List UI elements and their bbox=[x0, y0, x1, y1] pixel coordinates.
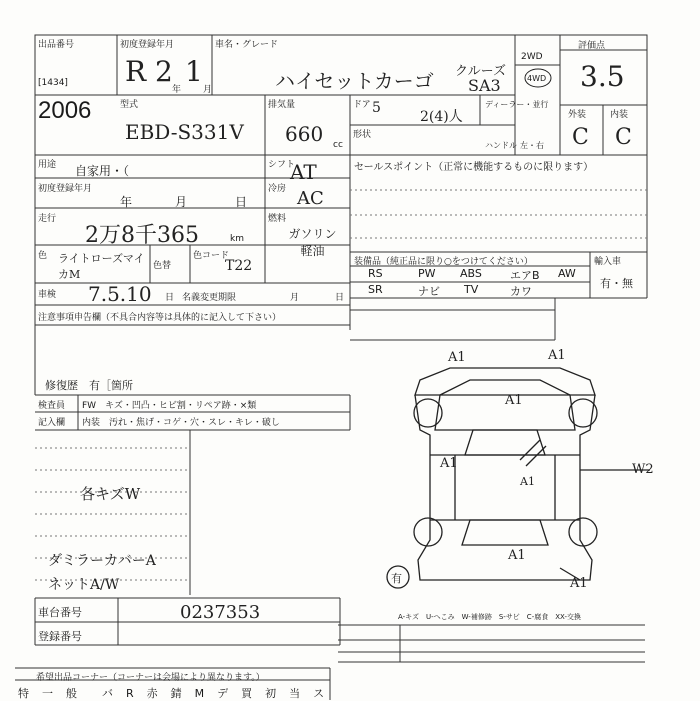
first-reg-label: 初度登録年月 bbox=[120, 40, 175, 50]
era-value: R bbox=[125, 55, 147, 88]
displacement-label: 排気量 bbox=[268, 100, 296, 110]
exterior-row: FW キズ・凹凸・ヒビ割・リペア跡・×類 bbox=[82, 401, 257, 411]
color-label: 色 bbox=[38, 251, 48, 261]
equip-airbag: エアB bbox=[510, 269, 540, 282]
color-change-label: 色替 bbox=[153, 261, 172, 271]
color-code-label: 色コード bbox=[193, 251, 230, 261]
month-mark: 月 bbox=[203, 85, 213, 95]
model-code: EBD-S331V bbox=[125, 120, 244, 144]
ownership-label: 名義変更期限 bbox=[182, 293, 237, 303]
import-label: 輸入車 bbox=[594, 257, 622, 267]
4wd-label: 4WD bbox=[527, 74, 547, 83]
doors-label: ドア bbox=[353, 100, 371, 110]
day-mark-2: 日 bbox=[235, 195, 248, 209]
exterior-grade: C bbox=[572, 125, 589, 150]
mark-w2: W2 bbox=[632, 462, 654, 477]
equip-rs: RS bbox=[368, 267, 383, 280]
grade-score: 3.5 bbox=[580, 60, 625, 93]
use-label: 用途 bbox=[38, 160, 57, 170]
mark-front-left: A1 bbox=[448, 350, 466, 365]
note-1: 各キズW bbox=[80, 485, 141, 503]
equip-pw: PW bbox=[418, 267, 436, 280]
mark-rear: A1 bbox=[508, 548, 526, 563]
seat-count: 2(4)人 bbox=[420, 109, 463, 125]
shift-label: シフト bbox=[268, 160, 296, 170]
mileage-value: 2万8千365 bbox=[85, 223, 199, 248]
equip-tv: TV bbox=[464, 283, 479, 296]
cc-value: 660 bbox=[285, 122, 324, 146]
mark-mid: A1 bbox=[520, 475, 535, 488]
ac-label: 冷房 bbox=[268, 184, 287, 194]
year-value: 2 bbox=[155, 55, 173, 88]
month-mark-2: 月 bbox=[175, 195, 188, 209]
model-name-label: 車名・グレード bbox=[215, 40, 279, 50]
note-2: ダミラーカバーA bbox=[48, 553, 156, 569]
color-value: ライトローズマイカM bbox=[58, 252, 145, 281]
inspection-month-unit: 月 bbox=[290, 293, 300, 303]
handle-value: 左・右 bbox=[520, 141, 544, 150]
auction-no-label: 出品番号 bbox=[38, 40, 75, 50]
dealer-label: ディーラー・並行 bbox=[485, 100, 549, 109]
equip-aw: AW bbox=[558, 267, 576, 280]
equip-abs: ABS bbox=[460, 267, 482, 280]
model-type-label: 型式 bbox=[120, 100, 139, 110]
grade-header: 評価点 bbox=[578, 41, 606, 51]
year-mark: 年 bbox=[172, 85, 182, 95]
repair-history: 修復歴 有［箇所 bbox=[45, 379, 133, 392]
inspection-value: 7.5.10 bbox=[88, 282, 152, 306]
inspector-box-2: 記入欄 bbox=[38, 418, 66, 428]
fuel-value: ガソリン軽油 bbox=[288, 227, 337, 258]
cc-unit: cc bbox=[333, 140, 343, 150]
fuel-label: 燃料 bbox=[268, 214, 287, 224]
mark-circle: 有 bbox=[391, 572, 402, 585]
month-value: 1 bbox=[185, 55, 203, 88]
equip-yes-no: 有・無 bbox=[600, 277, 633, 290]
grade-value: クルーズ bbox=[455, 64, 506, 79]
notes-label: 注意事項申告欄（不具合内容等は具体的に記入して下さい） bbox=[38, 313, 282, 323]
chassis-value: 0237353 bbox=[180, 602, 261, 623]
inspection-label: 車検 bbox=[38, 290, 57, 300]
mark-rear-bumper: A1 bbox=[570, 576, 588, 591]
mileage-label: 走行 bbox=[38, 214, 57, 224]
shape-label: 形状 bbox=[353, 130, 372, 140]
color-code-value: T22 bbox=[225, 258, 253, 274]
ac-value: AC bbox=[297, 188, 324, 209]
year-mark-2: 年 bbox=[120, 195, 133, 209]
mark-side: A1 bbox=[440, 456, 458, 471]
lot-number: 2006 bbox=[38, 97, 92, 124]
handle-label: ハンドル bbox=[485, 141, 517, 150]
side-code: [1434] bbox=[38, 78, 68, 88]
interior-header: 内装 bbox=[610, 110, 629, 120]
chassis-label: 車台番号 bbox=[38, 606, 82, 619]
inspection-day-unit-2: 日 bbox=[335, 293, 345, 303]
mileage-unit: km bbox=[230, 234, 244, 244]
inspector-box-1: 検査員 bbox=[38, 401, 66, 411]
equip-leather: カワ bbox=[510, 285, 532, 298]
sales-points-label: セールスポイント（正常に機能するものに限ります） bbox=[354, 162, 594, 173]
bottom-row: 特 一 般 バ R 赤 錆 M デ 買 初 当 ス bbox=[18, 687, 326, 700]
door-count: 5 bbox=[372, 100, 381, 116]
first-reg-label-2: 初度登録年月 bbox=[38, 184, 93, 194]
equip-navi: ナビ bbox=[418, 285, 440, 298]
model-value: ハイセットカーゴ bbox=[275, 69, 434, 93]
equip-sr: SR bbox=[368, 283, 383, 296]
bottom-title: 希望出品コーナー（コーナーは会場により異なります。） bbox=[36, 673, 265, 683]
2wd-label: 2WD bbox=[521, 52, 543, 62]
interior-grade: C bbox=[615, 125, 632, 150]
use-value: 自家用・（ bbox=[75, 164, 130, 178]
diagram-legend: A-キズ U-へこみ W-補修跡 S-サビ C-腐食 XX-交換 bbox=[398, 613, 581, 621]
mark-hood: A1 bbox=[505, 393, 523, 408]
note-3: ネットA/W bbox=[48, 577, 120, 593]
interior-row: 内装 汚れ・焦げ・コゲ・穴・スレ・キレ・破し bbox=[82, 418, 280, 428]
inspection-day-unit: 日 bbox=[165, 293, 175, 303]
grade2-value: SA3 bbox=[468, 76, 501, 95]
mark-front-right: A1 bbox=[548, 348, 566, 363]
equipment-label: 装備品（純正品に限り○をつけてください） bbox=[354, 257, 533, 267]
exterior-header: 外装 bbox=[568, 110, 587, 120]
shift-value: AT bbox=[290, 160, 317, 184]
reg-label: 登録番号 bbox=[38, 630, 82, 643]
